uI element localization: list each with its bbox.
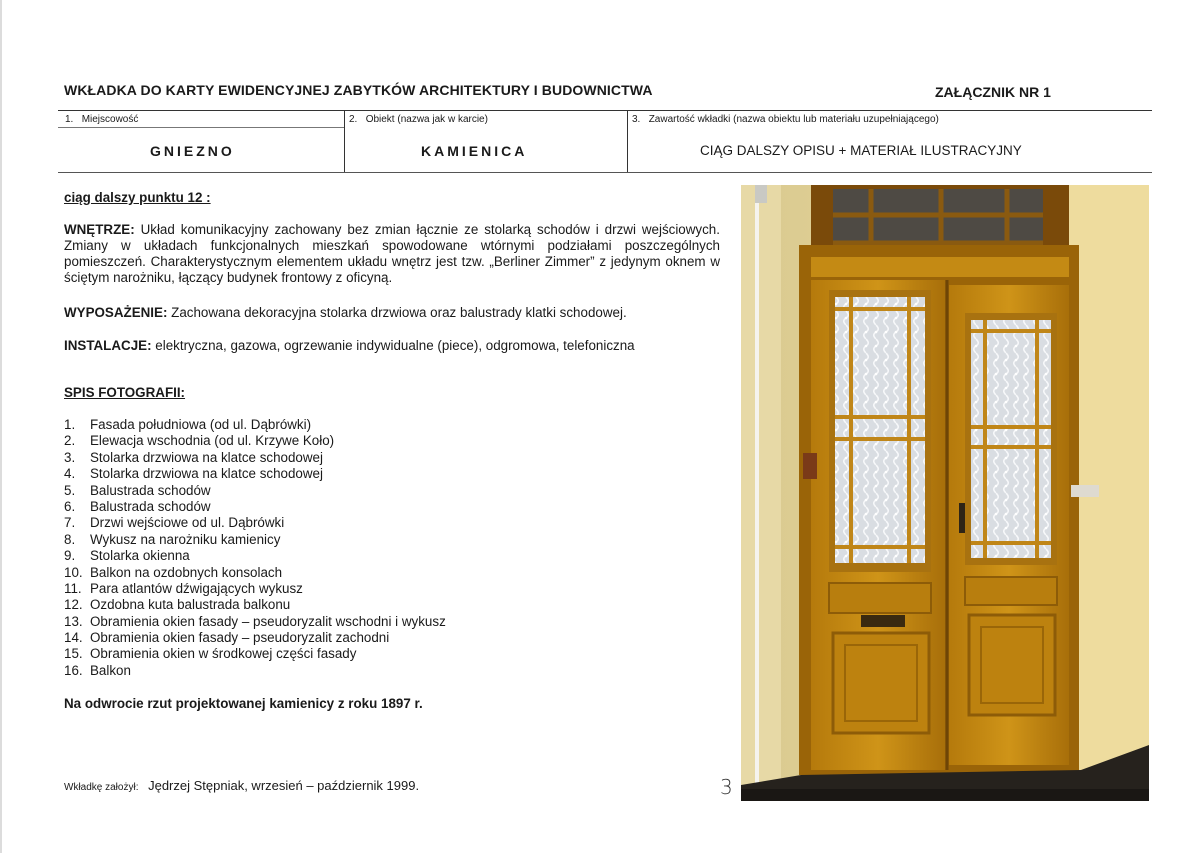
photo-list-item bbox=[64, 532, 720, 548]
photo-list-item bbox=[64, 663, 720, 679]
footer-author: Jędrzej Stępniak, wrzesień – październik 1999. bbox=[148, 778, 420, 793]
photo-item-text: Stolarka okienna bbox=[90, 548, 190, 564]
photo-list-item bbox=[64, 433, 720, 449]
photo-item-text: Para atlantów dźwigających wykusz bbox=[90, 580, 303, 596]
photo-list-item bbox=[64, 548, 720, 564]
photo-list-item bbox=[64, 581, 720, 597]
photo-item-number: 1. bbox=[64, 417, 76, 432]
photo-item-number: 4. bbox=[64, 466, 76, 482]
photo-list-item bbox=[64, 630, 720, 646]
page-number: 3 bbox=[720, 775, 733, 799]
photo-item-text: Obramienia okien fasady – pseudoryzalit wschodni i wykusz bbox=[90, 613, 446, 629]
photo-list-item bbox=[64, 597, 720, 613]
photo-list-item bbox=[64, 499, 720, 515]
photo-item-number: 2. bbox=[64, 433, 76, 449]
photo-item-text: Balkon bbox=[90, 662, 131, 678]
photo-item-number: 7. bbox=[64, 515, 76, 531]
field-1-label: 1. Miejscowość bbox=[65, 114, 139, 125]
photo-item-text: Wykusz na narożniku kamienicy bbox=[90, 531, 281, 547]
photo-list-item bbox=[64, 483, 720, 499]
cell-1-divider bbox=[58, 127, 344, 128]
photo-item-text: Drzwi wejściowe od ul. Dąbrówki bbox=[90, 515, 285, 531]
cell-divider-2 bbox=[627, 110, 628, 172]
photo-item-text: Elewacja wschodnia (od ul. Krzywe Koło) bbox=[90, 433, 335, 449]
photo-list-item bbox=[64, 614, 720, 630]
interior-paragraph bbox=[64, 222, 720, 286]
photo-item-number: 5. bbox=[64, 482, 76, 498]
photo-list-item bbox=[64, 515, 720, 531]
photo-list bbox=[64, 417, 720, 679]
photo-item-text: Obramienia okien w środkowej części fasady bbox=[90, 646, 357, 662]
equipment-label: WYPOSAŻENIE: bbox=[64, 305, 168, 320]
photo-item-number: 14. bbox=[64, 630, 83, 646]
document-title: WKŁADKA DO KARTY EWIDENCYJNEJ ZABYTKÓW ARCHITEKTURY I BUDOWNICTWA bbox=[64, 82, 653, 98]
table-top-rule bbox=[58, 110, 1152, 111]
footer bbox=[64, 778, 419, 793]
photo-item-number: 6. bbox=[64, 498, 76, 514]
interior-label: WNĘTRZE: bbox=[64, 222, 135, 237]
field-2-label: 2. Obiekt (nazwa jak w karcie) bbox=[349, 114, 488, 125]
photo-list-item bbox=[64, 450, 720, 466]
footer-label: Wkładkę założył: bbox=[64, 782, 139, 793]
photo-item-text: Fasada południowa (od ul. Dąbrówki) bbox=[90, 417, 312, 432]
photo-item-text: Stolarka drzwiowa na klatce schodowej bbox=[90, 466, 323, 482]
photo-item-number: 12. bbox=[64, 597, 83, 613]
photo-item-number: 9. bbox=[64, 548, 76, 564]
photo-list-item bbox=[64, 417, 720, 433]
installations-paragraph bbox=[64, 338, 720, 354]
field-3-label: 3. Zawartość wkładki (nazwa obiektu lub materiału uzupełniającego) bbox=[632, 114, 939, 125]
field-2-value: KAMIENICA bbox=[421, 143, 528, 159]
reverse-note: Na odwrocie rzut projektowanej kamienicy z roku 1897 r. bbox=[64, 696, 423, 711]
photo-item-number: 10. bbox=[64, 564, 83, 580]
cell-divider-1 bbox=[344, 110, 345, 172]
photo-item-text: Ozdobna kuta balustrada balkonu bbox=[90, 597, 291, 613]
interior-text: Układ komunikacyjny zachowany bez zmian łącznie ze stolarką schodów i drzwi wejściowych. Zmiany w układach funkcjonalnych mieszkań spowodowane wtórnymi podziałami poszczególnych pomieszczeń. Charakterystycznym elementem układu wnętrz jest tzw. „Berliner Zimmer” z jedynym oknem w ściętym narożniku, łączący budynek frontowy z oficyną. bbox=[64, 222, 720, 285]
annex-number: ZAŁĄCZNIK NR 1 bbox=[935, 84, 1051, 100]
photo-item-number: 8. bbox=[64, 531, 76, 547]
photo-list-heading: SPIS FOTOGRAFII: bbox=[64, 385, 186, 400]
door-photo-illustration bbox=[741, 185, 1149, 801]
section-heading: ciąg dalszy punktu 12 : bbox=[64, 190, 211, 205]
photo-item-text: Obramienia okien fasady – pseudoryzalit zachodni bbox=[90, 630, 390, 646]
photo-list-item bbox=[64, 646, 720, 662]
photo-item-number: 13. bbox=[64, 613, 83, 629]
photo-item-number: 16. bbox=[64, 662, 83, 678]
photo-list-items bbox=[64, 417, 720, 679]
photo-item-text: Balkon na ozdobnych konsolach bbox=[90, 564, 283, 580]
photo-item-number: 15. bbox=[64, 646, 83, 662]
photo-item-text: Balustrada schodów bbox=[90, 498, 211, 514]
equipment-paragraph bbox=[64, 305, 720, 321]
field-3-value: CIĄG DALSZY OPISU + MATERIAŁ ILUSTRACYJNY bbox=[700, 143, 1022, 158]
table-bottom-rule bbox=[58, 172, 1152, 173]
photo-list-item bbox=[64, 466, 720, 482]
photo-item-text: Stolarka drzwiowa na klatce schodowej bbox=[90, 449, 323, 465]
equipment-text: Zachowana dekoracyjna stolarka drzwiowa oraz balustrady klatki schodowej. bbox=[171, 305, 627, 320]
photo-list-item bbox=[64, 565, 720, 581]
door-photograph bbox=[741, 185, 1149, 801]
photo-item-number: 11. bbox=[64, 580, 82, 596]
installations-label: INSTALACJE: bbox=[64, 338, 152, 353]
field-1-value: GNIEZNO bbox=[150, 143, 235, 159]
installations-text: elektryczna, gazowa, ogrzewanie indywidualne (piece), odgromowa, telefoniczna bbox=[155, 338, 635, 353]
photo-item-text: Balustrada schodów bbox=[90, 482, 211, 498]
photo-item-number: 3. bbox=[64, 449, 76, 465]
